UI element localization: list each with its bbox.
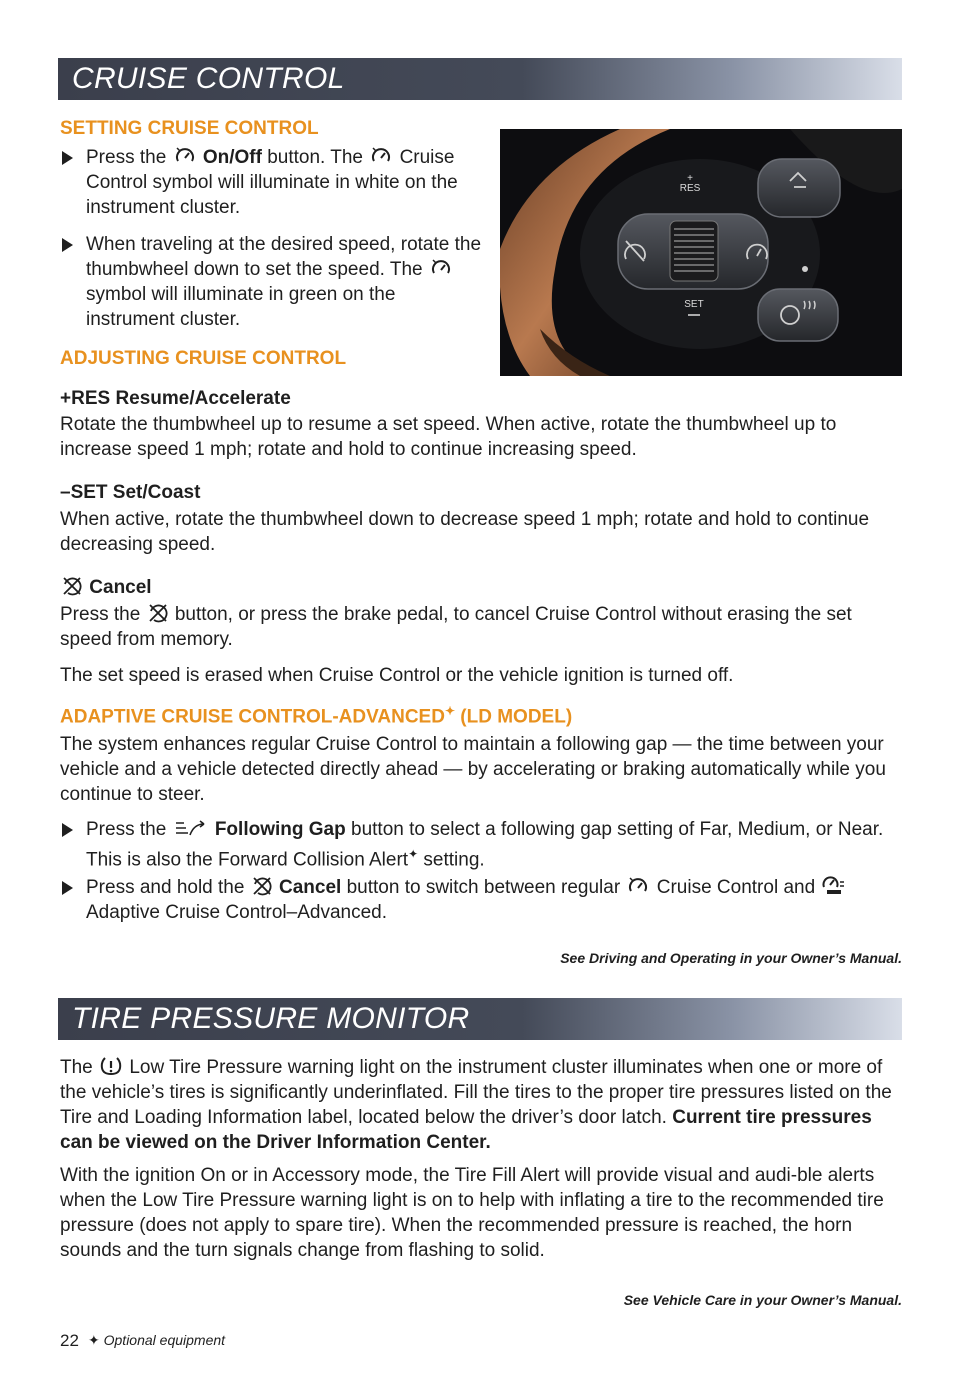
setting-cruise-control-heading: SETTING CRUISE CONTROL <box>60 118 319 139</box>
page-number: 22 <box>60 1331 79 1350</box>
bullet-set-speed: When traveling at the desired speed, rotate the thumbwheel down to set the speed. The symbol will illuminate in green on the instrument cluster. <box>60 232 486 332</box>
following-gap-icon <box>174 818 208 838</box>
svg-text:+: + <box>687 173 693 184</box>
res-label: RES <box>679 183 701 194</box>
cancel-icon <box>148 603 168 623</box>
cruise-control-header-title: CRUISE CONTROL <box>72 62 345 95</box>
cruise-control-icon <box>627 876 649 896</box>
optional-equipment-note: ✦ Optional equipment <box>88 1332 226 1348</box>
set-coast-text: When active, rotate the thumbwheel down to decrease speed 1 mph; rotate and hold to continue decreasing speed. <box>60 509 870 555</box>
bullet-arrow-icon <box>62 881 73 895</box>
cruise-control-icon <box>174 146 196 166</box>
cruise-control-icon <box>370 146 392 166</box>
cancel-icon <box>62 576 82 596</box>
bullet-arrow-icon <box>62 151 73 165</box>
cruise-control-icon <box>430 258 452 278</box>
bullet-press-onoff: Press the On/Off button. The Cruise Control symbol will illuminate in white on the instrument cluster. <box>60 145 486 220</box>
cancel-text: Press the button, or press the brake pedal, to cancel Cruise Control without erasing the set speed from memory. <box>60 604 852 650</box>
steering-wheel-illustration <box>500 129 902 376</box>
adaptive-cruise-heading: ADAPTIVE CRUISE CONTROL-ADVANCED✦ (LD MODEL) <box>60 704 573 728</box>
res-resume-accelerate-title: +RES Resume/Accelerate <box>60 388 291 409</box>
vehicle-care-reference: See Vehicle Care in your Owner’s Manual. <box>623 1292 902 1308</box>
tire-pressure-paragraph-1: The Low Tire Pressure warning light on the instrument cluster illuminates when one or more of the vehicle’s tires is significantly underinflated. Fill the tires to the proper tire pressures listed on the Tire and Loading Information label, located below the driver’s door latch. Current tire pressures can be viewed on the Driver Information Center. <box>60 1057 892 1153</box>
steering-wheel-controls-photo <box>500 129 902 376</box>
bullet-following-gap: Press the Following Gap button to select a following gap setting of Far, Medium, or Near. This is also the Forward Collision Alert✦ setting. <box>60 817 902 872</box>
erase-text: The set speed is erased when Cruise Control or the vehicle ignition is turned off. <box>60 665 734 686</box>
res-resume-accelerate-text: Rotate the thumbwheel up to resume a set speed. When active, rotate the thumbwheel up to increase speed 1 mph; rotate and hold to continue increasing speed. <box>60 414 837 460</box>
set-label: SET <box>684 299 704 310</box>
optional-star-icon: ✦ <box>88 1332 100 1348</box>
driving-operating-reference: See Driving and Operating in your Owner’s Manual. <box>560 950 902 966</box>
tire-pressure-header <box>58 998 902 1040</box>
adjusting-cruise-control-heading: ADJUSTING CRUISE CONTROL <box>60 348 347 369</box>
cruise-control-header <box>58 58 902 100</box>
cancel-heading: Cancel <box>60 575 152 600</box>
adaptive-cruise-text: The system enhances regular Cruise Control to maintain a following gap — the time between your vehicle and a vehicle detected directly ahead — by accelerating or braking automatically while you continue to steer. <box>60 734 886 805</box>
bullet-arrow-icon <box>62 238 73 252</box>
tire-pressure-header-title: TIRE PRESSURE MONITOR <box>72 1002 470 1035</box>
bullet-switch-modes: Press and hold the Cancel button to switch between regular Cruise Control and Adaptive Cruise Control–Advanced. <box>60 875 902 925</box>
tire-pressure-paragraph-2: With the ignition On or in Accessory mode, the Tire Fill Alert will provide visual and audi-ble alerts when the Low Tire Pressure warning light is on to help with inflating a tire to the recommended tire pressure (does not apply to spare tire). When the recommended pressure is reached, the horn sounds and the turn signals change from flashing to solid. <box>60 1165 884 1261</box>
bullet-arrow-icon <box>62 823 73 837</box>
adaptive-cruise-icon <box>822 876 846 896</box>
low-tire-pressure-icon <box>100 1056 122 1076</box>
set-coast-title: –SET Set/Coast <box>60 482 201 503</box>
optional-star-icon: ✦ <box>444 704 455 718</box>
cancel-icon <box>252 876 272 896</box>
